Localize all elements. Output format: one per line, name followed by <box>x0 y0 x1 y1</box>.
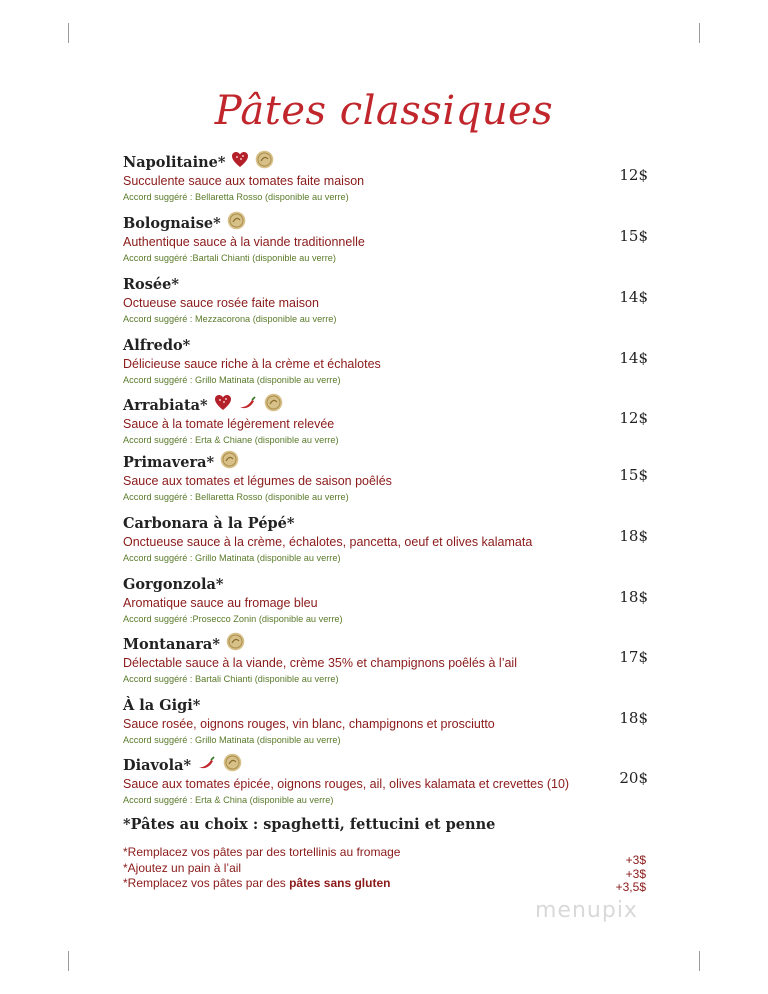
menu-item <box>123 634 648 684</box>
item-description: Sauce à la tomate légèrement relevée <box>123 417 335 431</box>
wine-pairing: Accord suggéré : Grillo Matinata (disponible au verre) <box>123 735 341 745</box>
heart-icon <box>214 394 232 416</box>
options-prices <box>616 854 646 895</box>
item-price: 15$ <box>619 466 648 484</box>
item-name: Montanara* <box>123 635 220 653</box>
note-gluten-free-prefix: *Remplacez vos pâtes par des <box>123 876 290 890</box>
pasta-choice-note: *Pâtes au choix : spaghetti, fettucini et penne <box>123 816 496 833</box>
item-description: Sauce aux tomates et légumes de saison poêlés <box>123 474 392 488</box>
menu-item <box>123 755 648 805</box>
menu-item <box>123 335 648 385</box>
wine-pairing: Accord suggéré : Bellaretta Rosso (disponible au verre) <box>123 192 349 202</box>
menu-item <box>123 513 648 563</box>
item-name: Bolognaise* <box>123 214 221 232</box>
watermark-logo: menupix <box>535 898 638 923</box>
item-description: Onctueuse sauce à la crème, échalotes, pancetta, oeuf et olives kalamata <box>123 535 533 549</box>
options-notes <box>123 845 400 892</box>
item-price: 18$ <box>619 588 648 606</box>
item-price: 15$ <box>619 227 648 245</box>
item-description: Authentique sauce à la viande traditionnelle <box>123 235 365 249</box>
wine-pairing: Accord suggéré : Bartali Chianti (disponible au verre) <box>123 674 339 684</box>
item-name: Carbonara à la Pépé* <box>123 514 295 532</box>
wine-pairing: Accord suggéré : Erta & China (disponible au verre) <box>123 795 334 805</box>
wine-pairing: Accord suggéré : Erta & Chiane (disponible au verre) <box>123 435 339 445</box>
wine-pairing: Accord suggéré : Grillo Matinata (disponible au verre) <box>123 375 341 385</box>
item-description: Octueuse sauce rosée faite maison <box>123 296 319 310</box>
crop-mark-bottom-left <box>68 951 69 971</box>
extra-price-1: +3$ <box>625 853 646 867</box>
item-name: Napolitaine* <box>123 153 226 171</box>
seal-icon <box>226 632 245 656</box>
wine-pairing: Accord suggéré : Grillo Matinata (disponible au verre) <box>123 553 341 563</box>
chili-icon <box>238 395 258 416</box>
note-tortellini: *Remplacez vos pâtes par des tortellinis au fromage <box>123 845 401 859</box>
item-description: Sauce rosée, oignons rouges, vin blanc, champignons et prosciutto <box>123 717 495 731</box>
seal-icon <box>220 450 239 474</box>
item-price: 12$ <box>619 409 648 427</box>
wine-pairing: Accord suggéré :Bartali Chianti (disponible au verre) <box>123 253 336 263</box>
item-name: Arrabiata* <box>123 396 208 414</box>
item-name: Rosée* <box>123 275 179 293</box>
menu-item <box>123 452 648 502</box>
menu-item <box>123 695 648 745</box>
seal-icon <box>223 753 242 777</box>
extra-price-2: +3$ <box>625 866 646 881</box>
item-name: Diavola* <box>123 756 192 774</box>
item-price: 14$ <box>619 288 648 306</box>
item-name: Gorgonzola* <box>123 575 224 593</box>
item-price: 20$ <box>619 769 648 787</box>
menu-item <box>123 574 648 624</box>
item-name: À la Gigi* <box>123 696 201 714</box>
chili-icon <box>197 755 217 776</box>
wine-pairing: Accord suggéré : Mezzacorona (disponible au verre) <box>123 314 337 324</box>
note-garlic-bread: *Ajoutez un pain à l’ail <box>123 860 242 875</box>
crop-mark-top-right <box>699 23 700 43</box>
item-description: Délectable sauce à la viande, crème 35% et champignons poêlés à l’ail <box>123 656 517 670</box>
note-gluten-free <box>123 876 400 892</box>
item-description: Aromatique sauce au fromage bleu <box>123 596 318 610</box>
item-price: 17$ <box>619 648 648 666</box>
item-price: 18$ <box>619 527 648 545</box>
item-price: 18$ <box>619 709 648 727</box>
item-price: 14$ <box>619 349 648 367</box>
menu-item <box>123 152 648 202</box>
menu-item <box>123 213 648 263</box>
note-gluten-free-bold: pâtes sans gluten <box>289 876 391 890</box>
extra-price-3: +3,5$ <box>615 880 646 894</box>
wine-pairing: Accord suggéré :Prosecco Zonin (disponible au verre) <box>123 614 343 624</box>
item-description: Délicieuse sauce riche à la crème et échalotes <box>123 357 381 371</box>
crop-mark-top-left <box>68 23 69 43</box>
item-description: Succulente sauce aux tomates faite maison <box>123 174 365 188</box>
menu-item <box>123 395 648 445</box>
menu-item <box>123 274 648 324</box>
item-name: Primavera* <box>123 453 215 471</box>
item-price: 12$ <box>619 166 648 184</box>
item-description: Sauce aux tomates épicée, oignons rouges, ail, olives kalamata et crevettes (10) <box>123 777 570 791</box>
crop-mark-bottom-right <box>699 951 700 971</box>
page-title: Pâtes classiques <box>214 88 554 134</box>
heart-icon <box>231 151 249 173</box>
seal-icon <box>255 150 274 174</box>
seal-icon <box>227 211 246 235</box>
item-name: Alfredo* <box>123 336 191 354</box>
wine-pairing: Accord suggéré : Bellaretta Rosso (disponible au verre) <box>123 492 349 502</box>
seal-icon <box>264 393 283 417</box>
